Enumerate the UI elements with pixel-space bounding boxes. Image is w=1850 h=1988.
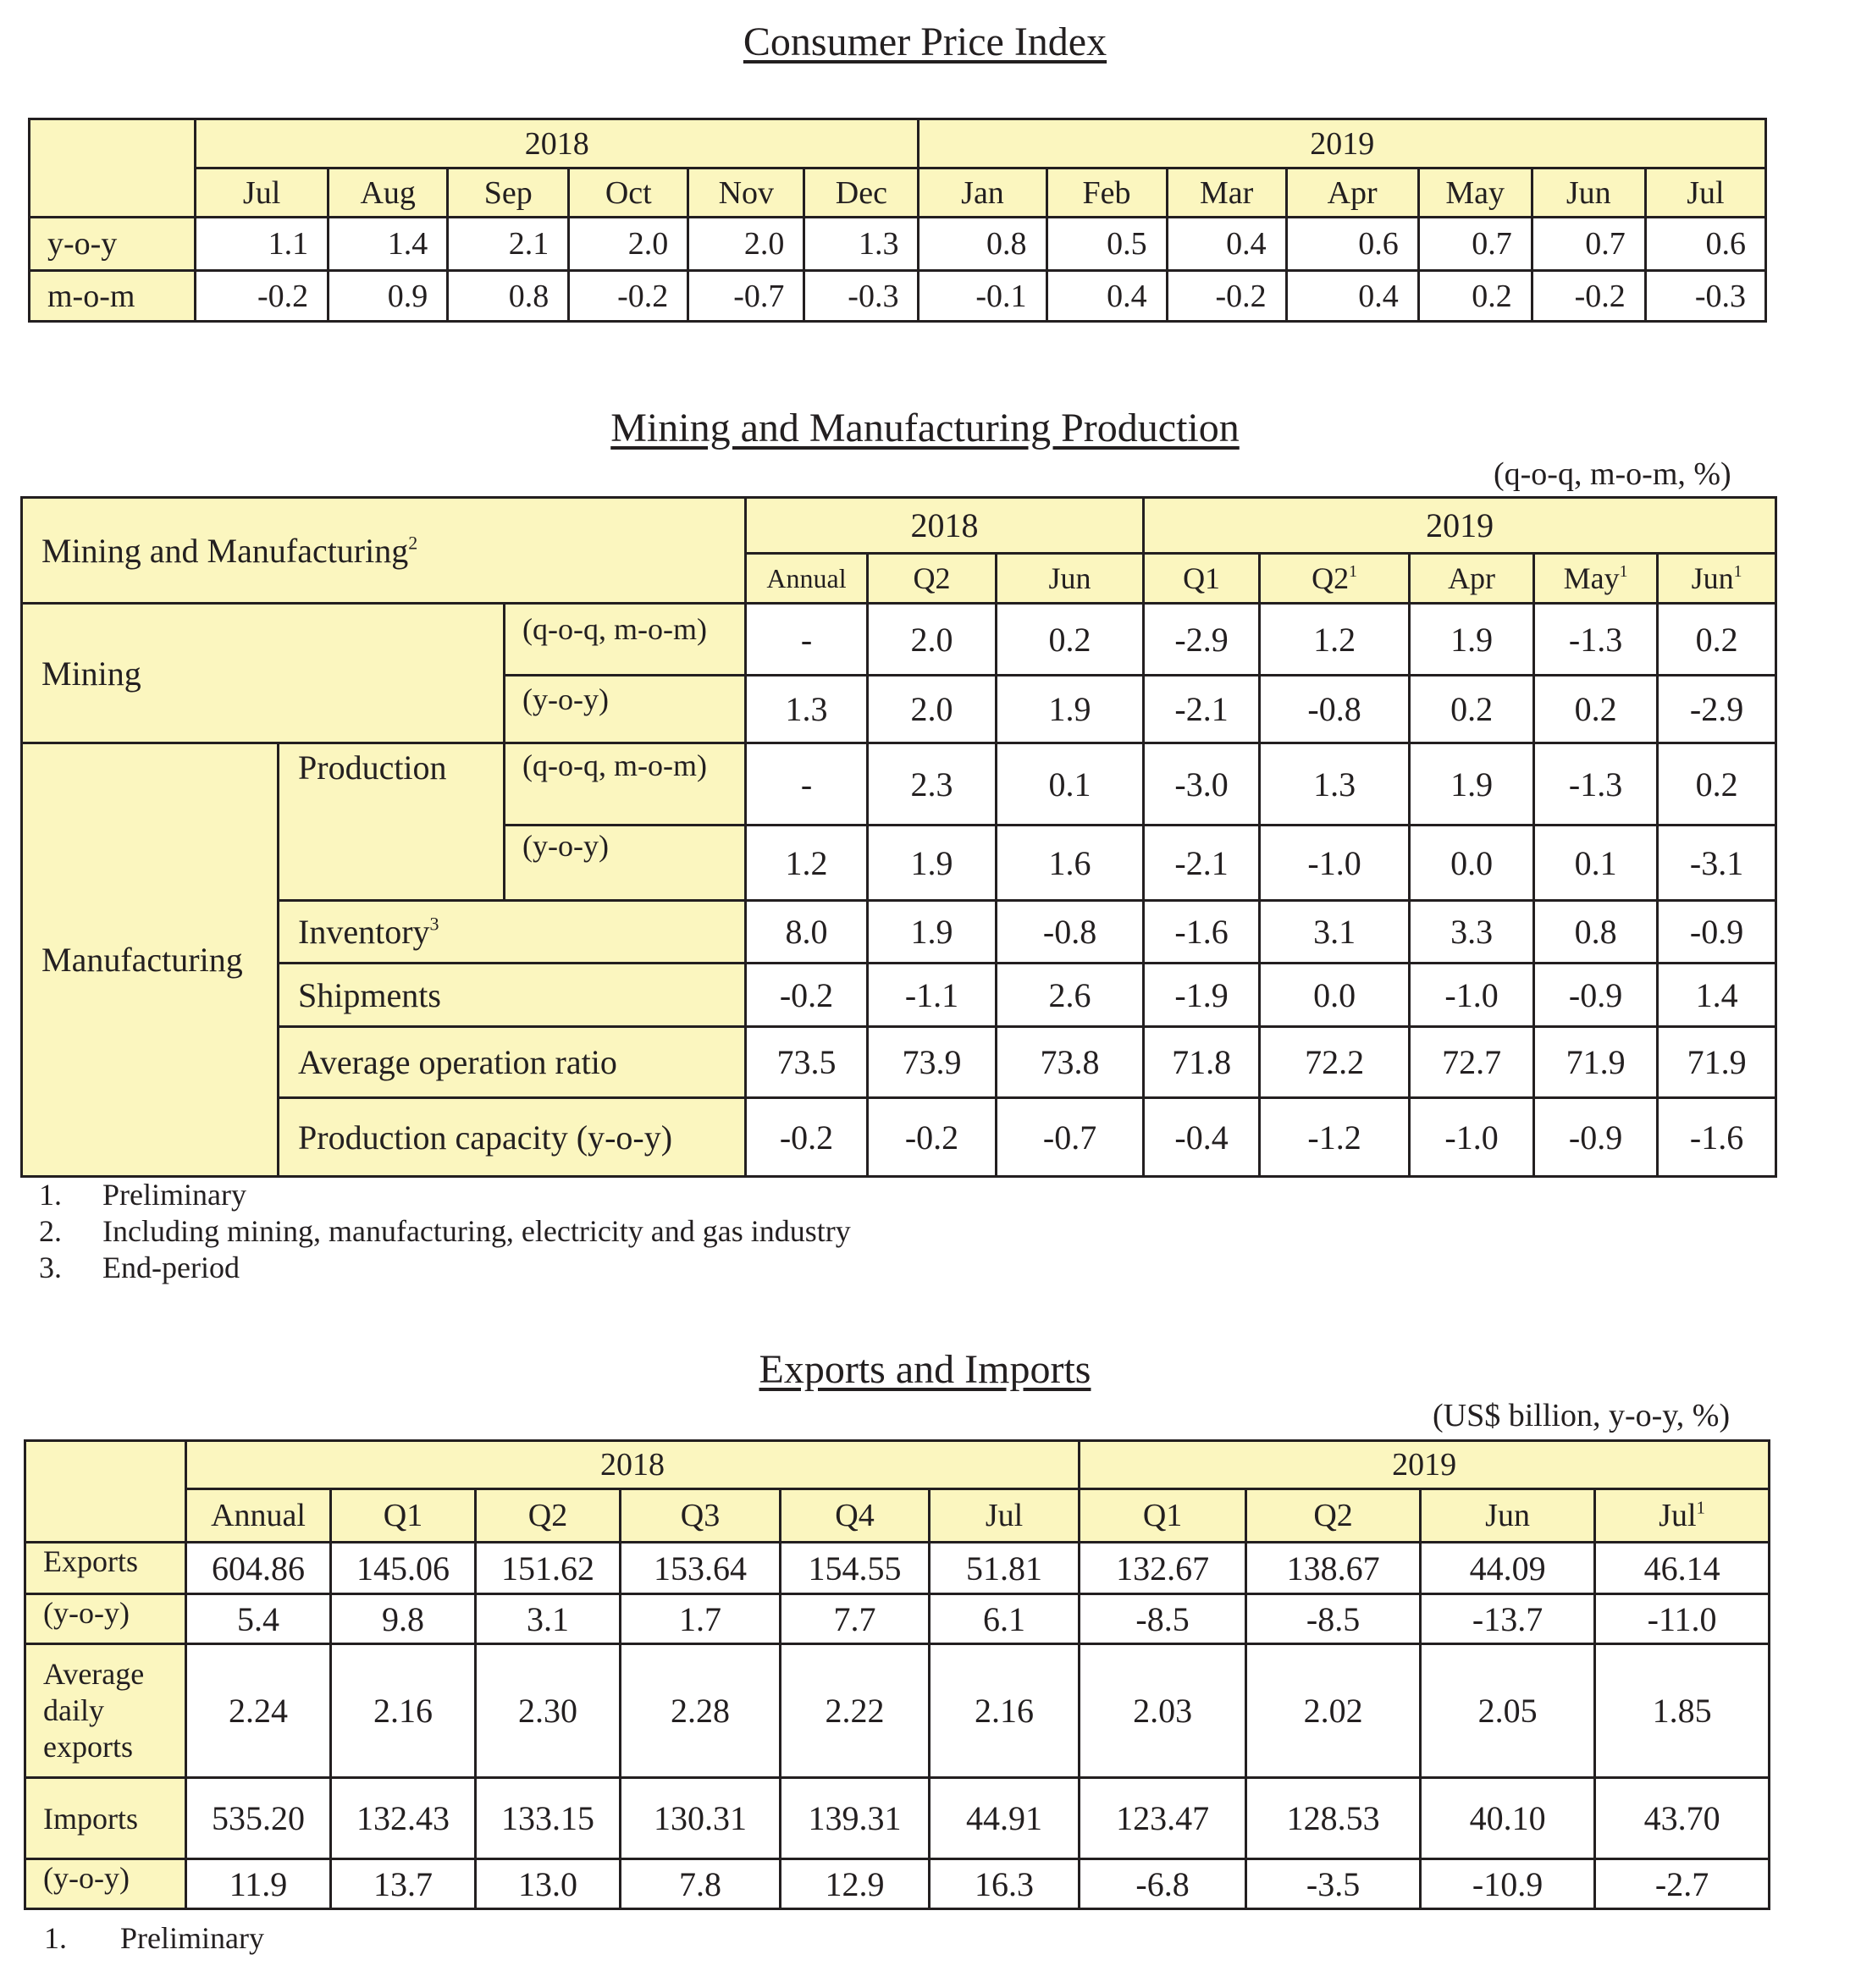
mm-cell: -1.6 [1144, 901, 1260, 964]
cpi-cell: 0.6 [1645, 218, 1765, 271]
mm-cell: 73.5 [746, 1027, 868, 1098]
ex-row-label: Exports [25, 1543, 186, 1594]
mm-cell: 0.2 [1410, 676, 1534, 743]
ex-cell: 151.62 [476, 1543, 621, 1594]
mm-cell: -0.8 [997, 901, 1144, 964]
mm-unit: (q-o-q, m-o-m, %) [1494, 456, 1731, 492]
ex-cell: -8.5 [1246, 1594, 1421, 1644]
cpi-year-2019: 2019 [919, 119, 1766, 168]
ex-row-avg-daily [25, 1644, 1770, 1778]
ex-cell: -3.5 [1246, 1859, 1421, 1909]
mm-cell: -1.6 [1658, 1098, 1776, 1177]
mm-production-label: Production [279, 743, 505, 901]
mm-cell: 2.3 [868, 743, 997, 826]
ex-cell: 138.67 [1246, 1543, 1421, 1594]
ex-cell: -2.7 [1595, 1859, 1770, 1909]
ex-row-imports [25, 1778, 1770, 1859]
cpi-row-yoy [30, 218, 1766, 271]
mm-period: Jun [997, 554, 1144, 604]
mm-cell: 3.1 [1260, 901, 1410, 964]
cpi-cell: 1.1 [196, 218, 329, 271]
ex-cell: 123.47 [1080, 1778, 1246, 1859]
cpi-cell: 2.0 [569, 218, 688, 271]
cpi-month: Nov [688, 168, 804, 218]
ex-cell: 1.7 [621, 1594, 781, 1644]
mm-header-text: Mining and Manufacturing [41, 531, 409, 570]
cpi-cell: 0.6 [1286, 218, 1418, 271]
cpi-month: May [1418, 168, 1532, 218]
cpi-month-row [30, 168, 1766, 218]
mm-cell: -0.4 [1144, 1098, 1260, 1177]
cpi-cell: -0.7 [688, 271, 804, 322]
ex-cell: 604.86 [186, 1543, 331, 1594]
ex-row-label: (y-o-y) [25, 1859, 186, 1909]
mm-mining-label: Mining [22, 604, 505, 743]
cpi-month: Dec [804, 168, 919, 218]
ex-cell: -6.8 [1080, 1859, 1246, 1909]
mm-cell: 1.9 [1410, 604, 1534, 676]
ex-row-exports [25, 1543, 1770, 1594]
mm-cell: -1.0 [1410, 1098, 1534, 1177]
ex-cell: 40.10 [1421, 1778, 1595, 1859]
ex-cell: 46.14 [1595, 1543, 1770, 1594]
ex-cell: 535.20 [186, 1778, 331, 1859]
cpi-month: Jul [1645, 168, 1765, 218]
cpi-month: Jan [919, 168, 1046, 218]
mm-cell: -1.3 [1534, 743, 1658, 826]
cpi-cell: 1.3 [804, 218, 919, 271]
ex-cell: 2.16 [331, 1644, 476, 1778]
mm-cell: -0.9 [1534, 964, 1658, 1027]
mm-cell: 73.8 [997, 1027, 1144, 1098]
mm-manufacturing-label: Manufacturing [22, 743, 279, 1177]
cpi-month: Mar [1167, 168, 1286, 218]
ex-cell: 11.9 [186, 1859, 331, 1909]
mm-cell: -1.0 [1410, 964, 1534, 1027]
ex-cell: 3.1 [476, 1594, 621, 1644]
cpi-corner [30, 119, 196, 218]
ex-period: Q2 [1246, 1489, 1421, 1543]
cpi-month: Oct [569, 168, 688, 218]
mm-row-prod-cap [22, 1098, 1776, 1177]
ex-year-2018: 2018 [186, 1441, 1080, 1489]
mm-cell: 2.0 [868, 676, 997, 743]
cpi-cell: 0.5 [1046, 218, 1167, 271]
cpi-cell: 0.7 [1532, 218, 1645, 271]
ex-year-2019: 2019 [1080, 1441, 1770, 1489]
mm-cell: -1.3 [1534, 604, 1658, 676]
ex-cell: 16.3 [930, 1859, 1080, 1909]
ex-row-exports-yoy [25, 1594, 1770, 1644]
mm-cell: 0.2 [1534, 676, 1658, 743]
cpi-month: Aug [329, 168, 448, 218]
mm-row-prod-qoq [22, 743, 1776, 826]
mm-cell: 1.9 [997, 676, 1144, 743]
ex-cell: 2.24 [186, 1644, 331, 1778]
ex-cell: 132.67 [1080, 1543, 1246, 1594]
mm-cell: -2.9 [1144, 604, 1260, 676]
ex-cell: 2.30 [476, 1644, 621, 1778]
cpi-year-2018: 2018 [196, 119, 919, 168]
cpi-month: Jun [1532, 168, 1645, 218]
ex-period: Q1 [331, 1489, 476, 1543]
ex-corner [25, 1441, 186, 1543]
cpi-month: Apr [1286, 168, 1418, 218]
ex-period: Jul [930, 1489, 1080, 1543]
mm-cell: -0.9 [1658, 901, 1776, 964]
mm-year-2018: 2018 [746, 498, 1144, 554]
mm-period: Jun$^1$ [1658, 554, 1776, 604]
mm-avg-op-label: Average operation ratio [279, 1027, 746, 1098]
mm-period: Q2 [868, 554, 997, 604]
mm-cell: 0.1 [1534, 826, 1658, 901]
mm-cell: 0.1 [997, 743, 1144, 826]
cpi-cell: -0.2 [196, 271, 329, 322]
mm-qoq-label: (q-o-q, m-o-m) [505, 743, 746, 826]
ex-cell: 130.31 [621, 1778, 781, 1859]
mm-cell: 2.6 [997, 964, 1144, 1027]
ex-unit: (US$ billion, y-o-y, %) [1433, 1398, 1731, 1433]
ex-cell: 13.7 [331, 1859, 476, 1909]
ex-period: Q1 [1080, 1489, 1246, 1543]
mm-cell: 1.3 [746, 676, 868, 743]
ex-cell: 153.64 [621, 1543, 781, 1594]
ex-cell: -8.5 [1080, 1594, 1246, 1644]
mm-cell: 0.0 [1260, 964, 1410, 1027]
mm-period: Apr [1410, 554, 1534, 604]
mm-footnote: 3. End-period [39, 1251, 240, 1284]
mm-cell: -0.7 [997, 1098, 1144, 1177]
cpi-row-label: y-o-y [30, 218, 196, 271]
mm-cell: -2.1 [1144, 676, 1260, 743]
cpi-cell: -0.2 [1167, 271, 1286, 322]
cpi-cell: 0.4 [1167, 218, 1286, 271]
mm-cell: - [746, 743, 868, 826]
mm-cell: 1.6 [997, 826, 1144, 901]
mm-cell: 0.2 [1658, 743, 1776, 826]
mm-cell: -2.1 [1144, 826, 1260, 901]
ex-cell: 2.05 [1421, 1644, 1595, 1778]
mm-cell: 1.4 [1658, 964, 1776, 1027]
mm-row-mining-qoq [22, 604, 1776, 676]
ex-cell: 145.06 [331, 1543, 476, 1594]
ex-cell: 2.22 [781, 1644, 930, 1778]
mm-cell: -3.0 [1144, 743, 1260, 826]
mm-prod-cap-label: Production capacity (y-o-y) [279, 1098, 746, 1177]
ex-cell: 133.15 [476, 1778, 621, 1859]
mm-cell: -0.8 [1260, 676, 1410, 743]
mm-cell: -1.1 [868, 964, 997, 1027]
ex-cell: 9.8 [331, 1594, 476, 1644]
cpi-cell: 0.2 [1418, 271, 1532, 322]
mm-cell: 3.3 [1410, 901, 1534, 964]
mm-table [20, 496, 1777, 1178]
cpi-month: Jul [196, 168, 329, 218]
ex-period: Q4 [781, 1489, 930, 1543]
mm-cell: -0.9 [1534, 1098, 1658, 1177]
cpi-cell: -0.2 [1532, 271, 1645, 322]
mm-cell: 2.0 [868, 604, 997, 676]
mm-cell: 0.2 [997, 604, 1144, 676]
cpi-cell: 0.8 [919, 218, 1046, 271]
ex-cell: 44.91 [930, 1778, 1080, 1859]
mm-year-2019: 2019 [1144, 498, 1776, 554]
mm-cell: 1.2 [746, 826, 868, 901]
ex-cell: 132.43 [331, 1778, 476, 1859]
ex-cell: 128.53 [1246, 1778, 1421, 1859]
ex-title: Exports and Imports [759, 1347, 1091, 1392]
ex-cell: 51.81 [930, 1543, 1080, 1594]
ex-row-imports-yoy [25, 1859, 1770, 1909]
ex-cell: 44.09 [1421, 1543, 1595, 1594]
ex-cell: 154.55 [781, 1543, 930, 1594]
ex-cell: 7.7 [781, 1594, 930, 1644]
ex-period-row [25, 1489, 1770, 1543]
ex-cell: 2.16 [930, 1644, 1080, 1778]
cpi-cell: 0.7 [1418, 218, 1532, 271]
ex-cell: 2.28 [621, 1644, 781, 1778]
cpi-cell: -0.2 [569, 271, 688, 322]
mm-cell: -1.0 [1260, 826, 1410, 901]
cpi-row-label: m-o-m [30, 271, 196, 322]
mm-header-label [22, 498, 746, 604]
mm-cell: -0.2 [746, 964, 868, 1027]
mm-cell: -2.9 [1658, 676, 1776, 743]
ex-row-label: (y-o-y) [25, 1594, 186, 1644]
cpi-row-mom [30, 271, 1766, 322]
mm-period: May$^1$ [1534, 554, 1658, 604]
mm-row-inventory [22, 901, 1776, 964]
cpi-month: Sep [448, 168, 569, 218]
ex-row-label: Average daily exports [25, 1644, 186, 1778]
mm-cell: 71.9 [1658, 1027, 1776, 1098]
mm-cell: 0.0 [1410, 826, 1534, 901]
mm-cell: 1.9 [868, 826, 997, 901]
mm-cell: -3.1 [1658, 826, 1776, 901]
mm-period: Annual [746, 554, 868, 604]
mm-cell: 71.8 [1144, 1027, 1260, 1098]
mm-inventory-label: Inventory$^3$ [279, 901, 746, 964]
mm-cell: 0.2 [1658, 604, 1776, 676]
ex-cell: -11.0 [1595, 1594, 1770, 1644]
ex-row-label: Imports [25, 1778, 186, 1859]
mm-cell: 71.9 [1534, 1027, 1658, 1098]
ex-cell: 1.85 [1595, 1644, 1770, 1778]
ex-cell: -13.7 [1421, 1594, 1595, 1644]
mm-cell: - [746, 604, 868, 676]
mm-cell: 1.9 [1410, 743, 1534, 826]
mm-header-sup: 2 [408, 532, 418, 554]
ex-cell: 5.4 [186, 1594, 331, 1644]
mm-yoy-label: (y-o-y) [505, 826, 746, 901]
cpi-cell: 0.9 [329, 271, 448, 322]
mm-cell: 8.0 [746, 901, 868, 964]
mm-cell: 72.7 [1410, 1027, 1534, 1098]
mm-footnote: 1. Preliminary [39, 1178, 246, 1212]
mm-cell: 1.3 [1260, 743, 1410, 826]
cpi-cell: 0.8 [448, 271, 569, 322]
mm-cell: -0.2 [746, 1098, 868, 1177]
mm-shipments-label: Shipments [279, 964, 746, 1027]
mm-period: $Q2^1$ [1260, 554, 1410, 604]
cpi-cell: -0.3 [804, 271, 919, 322]
cpi-cell: 0.4 [1046, 271, 1167, 322]
ex-table [24, 1439, 1770, 1910]
mm-yoy-label: (y-o-y) [505, 676, 746, 743]
mm-cell: 1.2 [1260, 604, 1410, 676]
cpi-cell: 0.4 [1286, 271, 1418, 322]
mm-cell: 0.8 [1534, 901, 1658, 964]
cpi-cell: 2.1 [448, 218, 569, 271]
cpi-table [28, 118, 1767, 323]
mm-cell: -0.2 [868, 1098, 997, 1177]
cpi-cell: 1.4 [329, 218, 448, 271]
mm-cell: 1.9 [868, 901, 997, 964]
cpi-cell: -0.3 [1645, 271, 1765, 322]
cpi-cell: 2.0 [688, 218, 804, 271]
mm-period: Q1 [1144, 554, 1260, 604]
mm-row-shipments [22, 964, 1776, 1027]
ex-cell: 12.9 [781, 1859, 930, 1909]
mm-cell: 73.9 [868, 1027, 997, 1098]
mm-row-avg-op [22, 1027, 1776, 1098]
ex-cell: 139.31 [781, 1778, 930, 1859]
mm-footnote: 2. Including mining, manufacturing, electricity and gas industry [39, 1214, 851, 1248]
mm-cell: -1.9 [1144, 964, 1260, 1027]
ex-period: Jul$^1$ [1595, 1489, 1770, 1543]
ex-cell: 2.03 [1080, 1644, 1246, 1778]
cpi-cell: -0.1 [919, 271, 1046, 322]
cpi-month: Feb [1046, 168, 1167, 218]
cpi-title: Consumer Price Index [743, 19, 1107, 64]
ex-cell: 7.8 [621, 1859, 781, 1909]
ex-footnote: 1. Preliminary [44, 1921, 264, 1955]
ex-cell: 13.0 [476, 1859, 621, 1909]
mm-cell: -1.2 [1260, 1098, 1410, 1177]
ex-period: Jun [1421, 1489, 1595, 1543]
ex-cell: 6.1 [930, 1594, 1080, 1644]
mm-title: Mining and Manufacturing Production [610, 406, 1240, 450]
mm-cell: 72.2 [1260, 1027, 1410, 1098]
mm-qoq-label: (q-o-q, m-o-m) [505, 604, 746, 676]
ex-cell: -10.9 [1421, 1859, 1595, 1909]
ex-period: Q2 [476, 1489, 621, 1543]
ex-period: Q3 [621, 1489, 781, 1543]
ex-period: Annual [186, 1489, 331, 1543]
ex-cell: 43.70 [1595, 1778, 1770, 1859]
ex-cell: 2.02 [1246, 1644, 1421, 1778]
